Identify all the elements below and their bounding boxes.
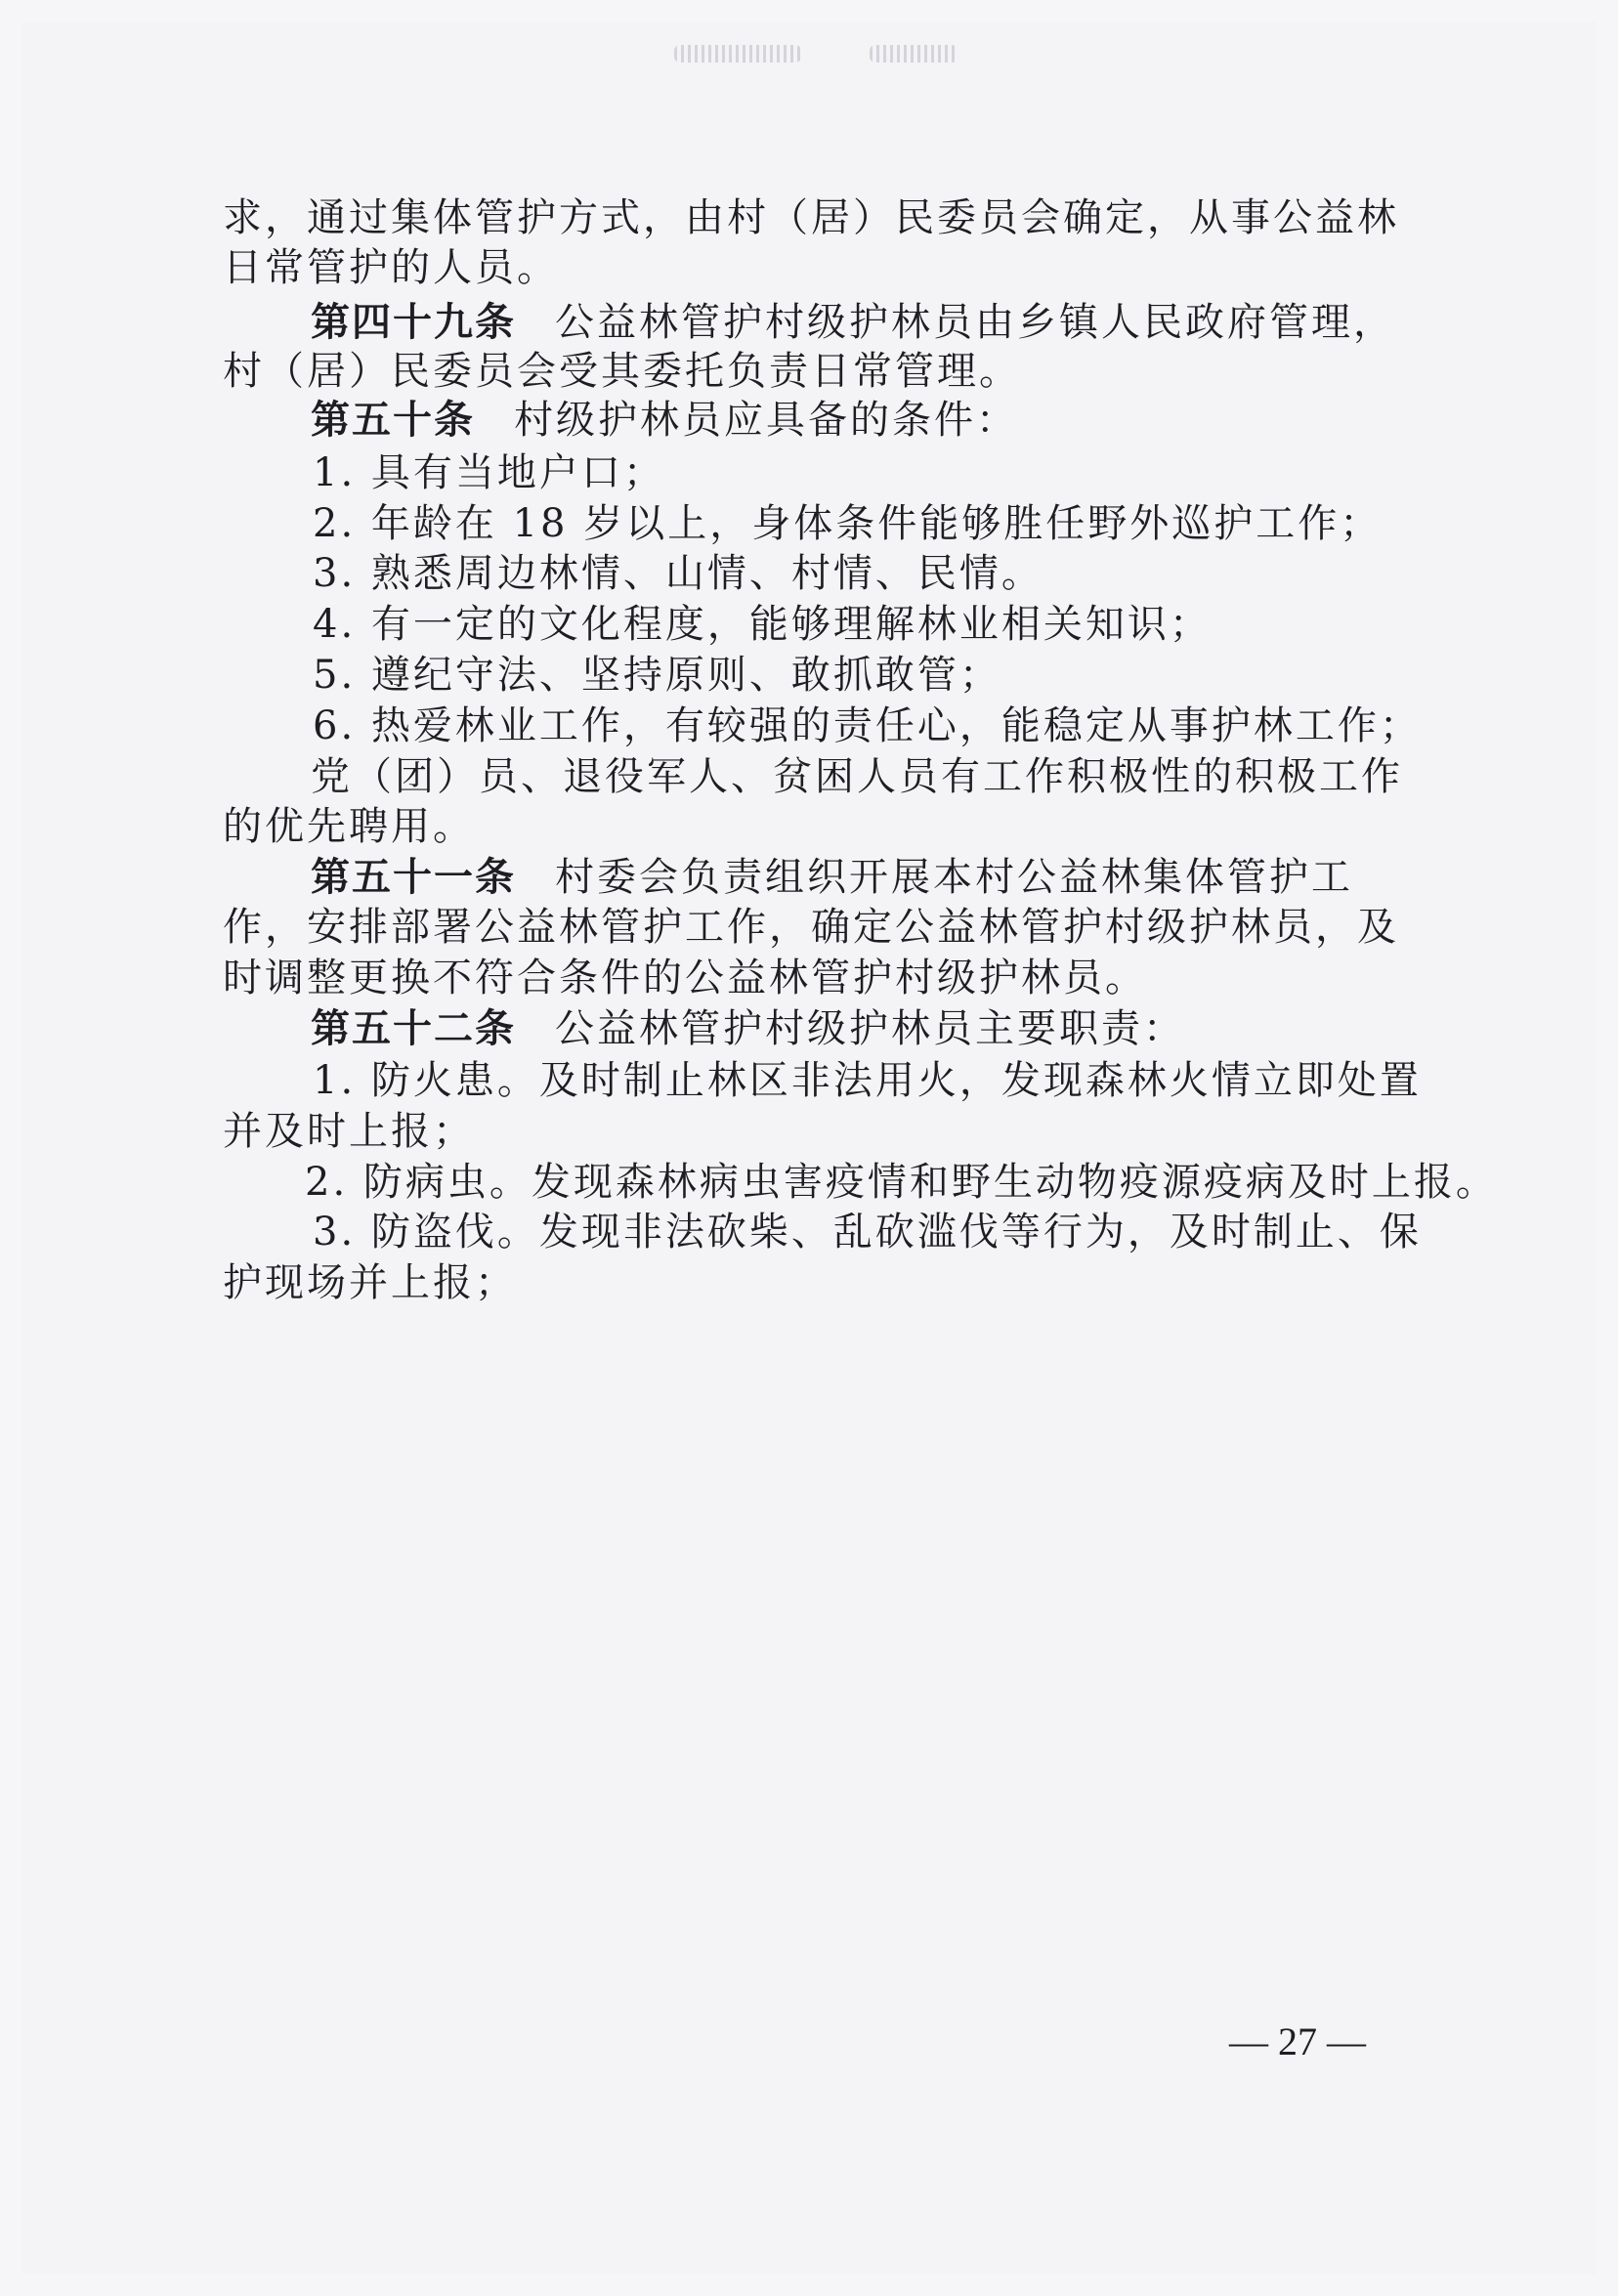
list-item: 2. 年龄在 18 岁以上，身体条件能够胜任野外巡护工作； xyxy=(313,501,1383,546)
body-line: 并及时上报； xyxy=(223,1109,475,1154)
body-line: 护现场并上报； xyxy=(223,1260,517,1305)
body-line: 日常管护的人员。 xyxy=(223,245,559,290)
list-item: 1. 防火患。及时制止林区非法用火，发现森林火情立即处置 xyxy=(313,1058,1422,1103)
list-item: 5. 遵纪守法、坚持原则、敢抓敢管； xyxy=(313,653,1001,698)
scan-artifact xyxy=(674,45,801,63)
article-text: 公益林管护村级护林员主要职责： xyxy=(555,1006,1185,1051)
body-line: 时调整更换不符合条件的公益林管护村级护林员。 xyxy=(223,956,1147,1000)
list-item: 6. 热爱林业工作，有较强的责任心，能稳定从事护林工作； xyxy=(313,703,1422,748)
body-line: 村（居）民委员会受其委托负责日常管理。 xyxy=(223,349,1021,394)
article-heading: 第四十九条 xyxy=(311,300,516,345)
body-line: 作，安排部署公益林管护工作，确定公益林管护村级护林员，及 xyxy=(223,905,1399,950)
list-item: 3. 防盗伐。发现非法砍柴、乱砍滥伐等行为，及时制止、保 xyxy=(313,1210,1422,1254)
article-heading: 第五十条 xyxy=(311,398,475,443)
list-item: 4. 有一定的文化程度，能够理解林业相关知识； xyxy=(313,602,1212,647)
body-line: 党（团）员、退役军人、贫困人员有工作积极性的积极工作 xyxy=(311,754,1403,799)
article-52 xyxy=(311,1004,1185,1053)
article-text: 公益林管护村级护林员由乡镇人民政府管理， xyxy=(555,300,1395,345)
list-item: 3. 熟悉周边林情、山情、村情、民情。 xyxy=(313,551,1043,596)
article-49 xyxy=(311,298,1395,347)
article-text: 村级护林员应具备的条件： xyxy=(514,398,1018,443)
article-51 xyxy=(311,853,1353,902)
scan-artifact xyxy=(870,45,958,63)
body-line: 的优先聘用。 xyxy=(223,804,475,849)
list-item: 2. 防病虫。发现森林病虫害疫情和野生动物疫源疫病及时上报。 xyxy=(305,1160,1498,1205)
article-heading: 第五十二条 xyxy=(311,1006,516,1051)
body-line: 求，通过集体管护方式，由村（居）民委员会确定，从事公益林 xyxy=(223,195,1399,240)
list-item: 1. 具有当地户口； xyxy=(313,450,665,495)
page-number: — 27 — xyxy=(1229,2020,1366,2063)
article-heading: 第五十一条 xyxy=(311,855,516,900)
article-text: 村委会负责组织开展本村公益林集体管护工 xyxy=(555,855,1353,900)
article-50 xyxy=(311,396,1018,445)
